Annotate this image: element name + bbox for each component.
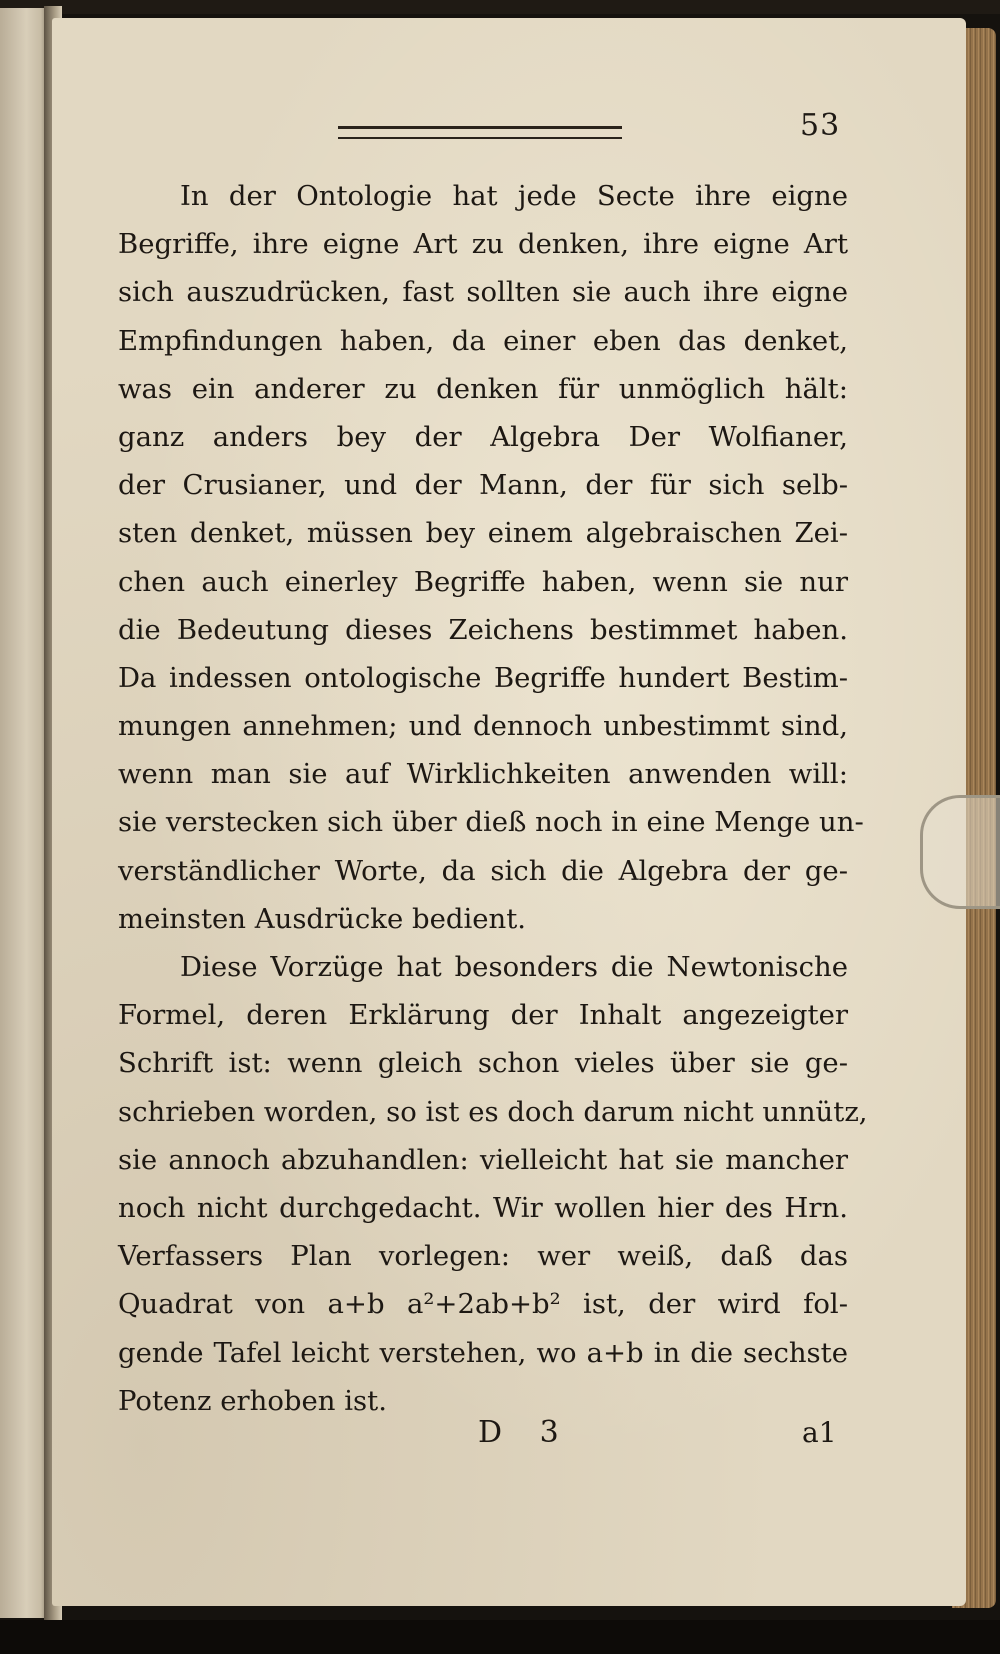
text-line: Formel, deren Erklärung der Inhalt angezeigter [118,999,848,1032]
background-bottom [0,1620,1000,1654]
catchword: a1 [802,1416,837,1449]
paragraph-1 [118,172,864,943]
text-line: der Crusianer, und der Mann, der für sich selb- [118,469,848,502]
page-number: 53 [800,108,841,143]
left-page-edge [0,8,48,1618]
background-top [0,0,1000,14]
text-line: schrieben worden, so ist es doch darum nicht unnütz, [118,1095,868,1128]
text-line: sich auszudrücken, fast sollten sie auch ihre eigne [118,276,848,309]
text-line: gende Tafel leicht verstehen, wo a+b in die sechste [118,1336,848,1369]
text-line: sie verstecken sich über dieß noch in eine Menge un- [118,806,864,839]
text-line: noch nicht durchgedacht. Wir wollen hier des Hrn. [118,1191,848,1224]
text-line: Da indessen ontologische Begriffe hundert Bestim- [118,661,848,694]
text-line: die Bedeutung dieses Zeichens bestimmet haben. [118,613,848,646]
page-tab-marker [920,795,1000,909]
text-line: sten denket, müssen bey einem algebraischen Zei- [118,517,848,550]
text-line: wenn man sie auf Wirklichkeiten anwenden will: [118,758,848,791]
text-line: Verfassers Plan vorlegen: wer weiß, daß das [118,1240,848,1273]
text-line: Begriffe, ihre eigne Art zu denken, ihre eigne Art [118,228,848,261]
paragraph-2 [118,943,868,1425]
text-line: mungen annehmen; und dennoch unbestimmt sind, [118,710,848,743]
text-line: Potenz erhoben ist. [118,1384,387,1417]
text-line: verständlicher Worte, da sich die Algebra der ge- [118,854,848,887]
text-line: ganz anders bey der Algebra Der Wolfianer, [118,420,848,453]
text-line: was ein anderer zu denken für unmöglich hält: [118,372,848,405]
header-rule [338,126,622,139]
text-line: Quadrat von a+b a²+2ab+b² ist, der wird fol- [118,1288,848,1321]
text-line: In der Ontologie hat jede Secte ihre eigne [180,180,848,212]
text-line: sie annoch abzuhandlen: vielleicht hat sie mancher [118,1143,848,1176]
text-line: Schrift ist: wenn gleich schon vieles über sie ge- [118,1047,848,1080]
body-text [118,172,868,1425]
signature-mark: D 3 [478,1415,573,1450]
text-line: Diese Vorzüge hat besonders die Newtonische [180,951,848,983]
text-line: meinsten Ausdrücke bedient. [118,902,527,935]
text-line: chen auch einerley Begriffe haben, wenn sie nur [118,565,848,598]
text-line: Empfindungen haben, da einer eben das denket, [118,324,848,357]
